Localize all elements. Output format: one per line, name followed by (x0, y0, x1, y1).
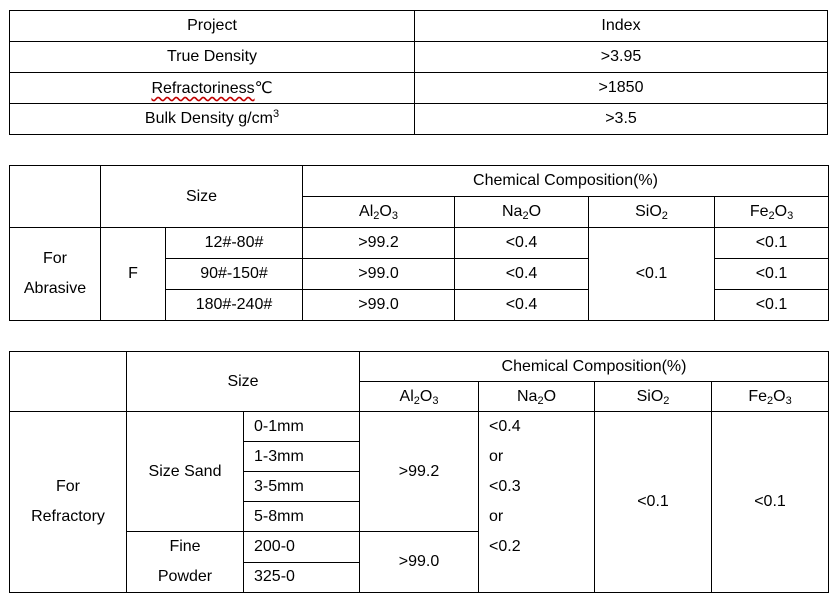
empty-corner (10, 166, 101, 228)
sio2-header: SiO$_2$ (589, 197, 715, 228)
size-cell: 1-3mm (244, 442, 360, 472)
al2o3-value: >99.0 (303, 259, 455, 290)
true-density-label: True Density (10, 42, 415, 73)
header-project: Project (10, 11, 415, 42)
refractoriness-label: Refractoriness℃ (10, 73, 415, 104)
size-cell: 90#-150# (166, 259, 303, 290)
table-row (10, 11, 828, 42)
size-cell: 200-0 (244, 532, 360, 563)
header-index: Index (415, 11, 828, 42)
fine-powder-label: Fine Powder (127, 532, 244, 593)
fe2o3-value: <0.1 (715, 228, 829, 259)
sio2-header: SiO$_2$ (595, 382, 712, 412)
size-cell: 325-0 (244, 562, 360, 593)
size-cell: 3-5mm (244, 472, 360, 502)
na2o-value: <0.4 (455, 228, 589, 259)
size-header: Size (101, 166, 303, 228)
fe2o3-value: <0.1 (712, 412, 829, 593)
na2o-value: <0.4 or <0.3 or <0.2 (479, 412, 595, 593)
table-row (10, 73, 828, 104)
fe2o3-value: <0.1 (715, 290, 829, 321)
table-row (10, 412, 829, 442)
fe2o3-header: $Fe_2O_3$ (712, 382, 829, 412)
al2o3-value: >99.0 (303, 290, 455, 321)
table-row (10, 166, 829, 197)
al2o3-header: $Al_2O_3$ (360, 382, 479, 412)
for-refractory-label: For Refractory (10, 412, 127, 593)
fe2o3-value: <0.1 (715, 259, 829, 290)
size-cell: 5-8mm (244, 502, 360, 532)
size-cell: 12#-80# (166, 228, 303, 259)
table-row (10, 352, 829, 382)
sio2-value: <0.1 (595, 412, 712, 593)
grade-label: F (101, 228, 166, 321)
composition-header: Chemical Composition(%) (360, 352, 829, 382)
abrasive-composition-table (9, 165, 829, 321)
sand-al2o3-value: >99.2 (360, 412, 479, 532)
table-row (10, 104, 828, 135)
bulk-density-label: Bulk Density $g/cm^3$ (10, 104, 415, 135)
size-sand-label: Size Sand (127, 412, 244, 532)
na2o-value: <0.4 (455, 259, 589, 290)
na2o-header: $Na_2O$ (479, 382, 595, 412)
powder-al2o3-value: >99.0 (360, 532, 479, 593)
na2o-header: $Na_2O$ (455, 197, 589, 228)
for-abrasive-label: For Abrasive (10, 228, 101, 321)
refractoriness-value: >1850 (415, 73, 828, 104)
refractory-composition-table (9, 351, 829, 593)
table-row (10, 228, 829, 259)
bulk-density-value: >3.5 (415, 104, 828, 135)
fe2o3-header: $Fe_2O_3$ (715, 197, 829, 228)
true-density-value: >3.95 (415, 42, 828, 73)
table-row (10, 42, 828, 73)
size-cell: 0-1mm (244, 412, 360, 442)
sio2-value: <0.1 (589, 228, 715, 321)
al2o3-value: >99.2 (303, 228, 455, 259)
composition-header: Chemical Composition(%) (303, 166, 829, 197)
size-cell: 180#-240# (166, 290, 303, 321)
al2o3-header: $Al_2O_3$ (303, 197, 455, 228)
empty-corner (10, 352, 127, 412)
size-header: Size (127, 352, 360, 412)
na2o-value: <0.4 (455, 290, 589, 321)
properties-table (9, 10, 828, 135)
